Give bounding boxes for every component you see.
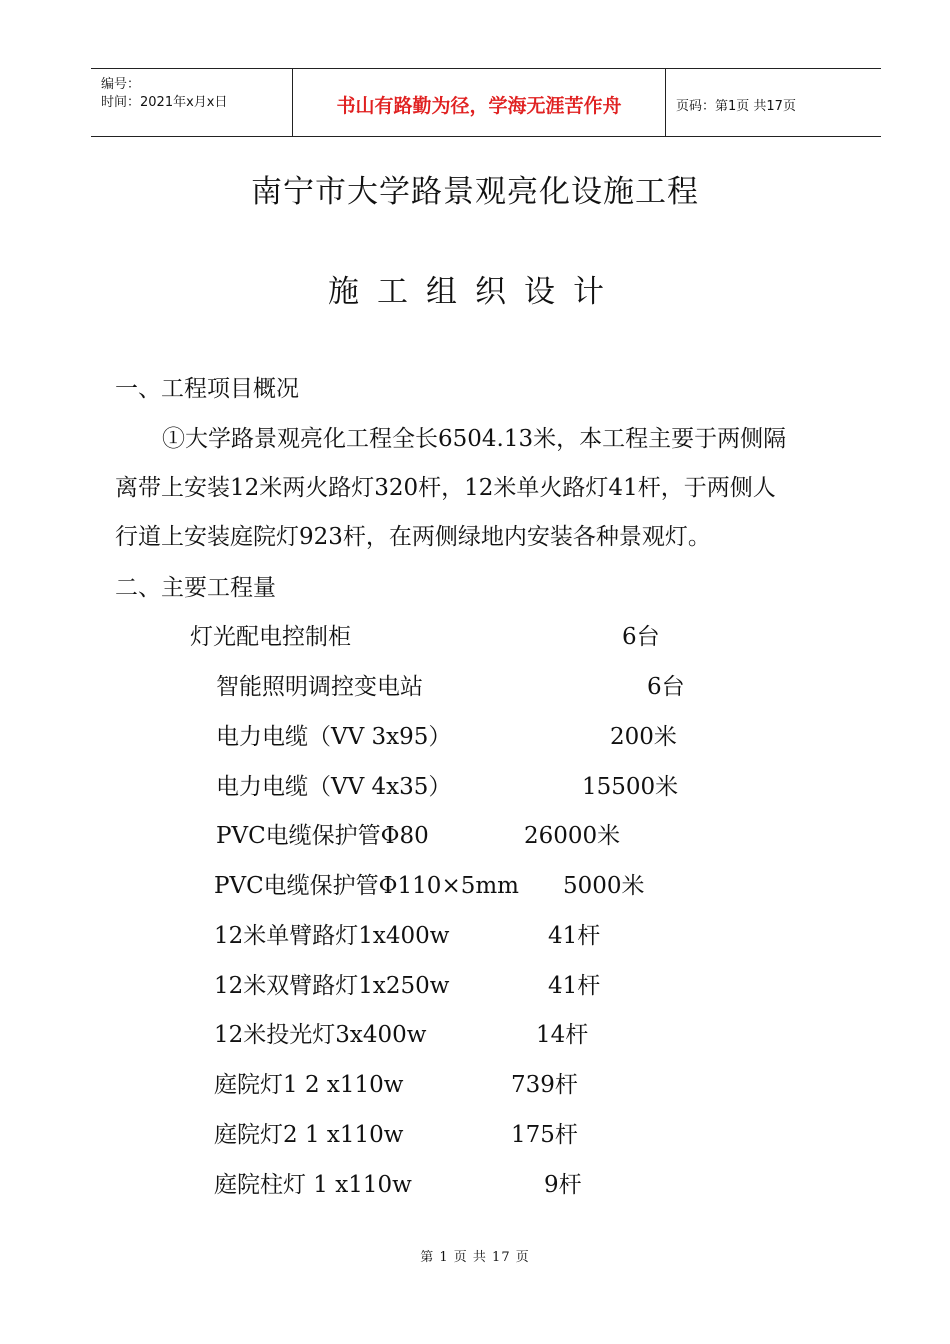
item-name: 庭院灯1 2 x110w: [214, 1072, 404, 1098]
section1-line: ①大学路景观亮化工程全长6504.13米，本工程主要于两侧隔: [162, 426, 787, 452]
item-name: 12米双臂路灯1x250w: [214, 973, 450, 999]
item-name: 12米单臂路灯1x400w: [214, 923, 450, 949]
item-qty: 14杆: [536, 1022, 589, 1048]
document-title: 南宁市大学路景观亮化设施工程: [251, 174, 699, 210]
item-name: 庭院柱灯 1 x110w: [214, 1172, 412, 1198]
page-footer: 第 1 页 共 17 页: [420, 1250, 530, 1265]
header-center-cell: [293, 69, 666, 136]
item-qty: 739杆: [511, 1072, 578, 1098]
item-name: 电力电缆（VV 4x35）: [216, 774, 452, 800]
header-left-cell: [91, 69, 293, 136]
item-name: 12米投光灯3x400w: [214, 1022, 427, 1048]
item-qty: 200米: [610, 724, 677, 750]
item-name: 灯光配电控制柜: [190, 624, 351, 650]
section2-heading: 二、主要工程量: [115, 575, 276, 601]
item-qty: 175杆: [511, 1122, 578, 1148]
item-qty: 5000米: [563, 873, 645, 899]
item-qty: 41杆: [548, 923, 601, 949]
document-subtitle: 施工组织设计: [328, 274, 622, 310]
section1-line: 离带上安装12米两火路灯320杆，12米单火路灯41杆，于两侧人: [115, 475, 776, 501]
motto: 书山有路勤为径，学海无涯苦作舟: [336, 95, 622, 117]
page-label: 页码：第1页 共17页: [676, 99, 796, 114]
item-name: 庭院灯2 1 x110w: [214, 1122, 404, 1148]
item-qty: 15500米: [582, 774, 679, 800]
header-right-cell: [666, 69, 881, 136]
item-qty: 6台: [622, 624, 660, 650]
item-name: 电力电缆（VV 3x95）: [216, 724, 452, 750]
item-qty: 9杆: [544, 1172, 582, 1198]
item-name: PVC电缆保护管Φ110×5mm: [214, 873, 519, 899]
section1-heading: 一、工程项目概况: [115, 376, 299, 402]
item-name: PVC电缆保护管Φ80: [216, 823, 429, 849]
time-label: 时间：2021年x月x日: [101, 95, 228, 110]
number-label: 编号：: [101, 77, 141, 92]
item-name: 智能照明调控变电站: [216, 674, 423, 700]
item-qty: 6台: [647, 674, 685, 700]
section1-line: 行道上安装庭院灯923杆，在两侧绿地内安装各种景观灯。: [115, 524, 711, 550]
item-qty: 41杆: [548, 973, 601, 999]
header-table: [91, 68, 881, 137]
item-qty: 26000米: [524, 823, 621, 849]
